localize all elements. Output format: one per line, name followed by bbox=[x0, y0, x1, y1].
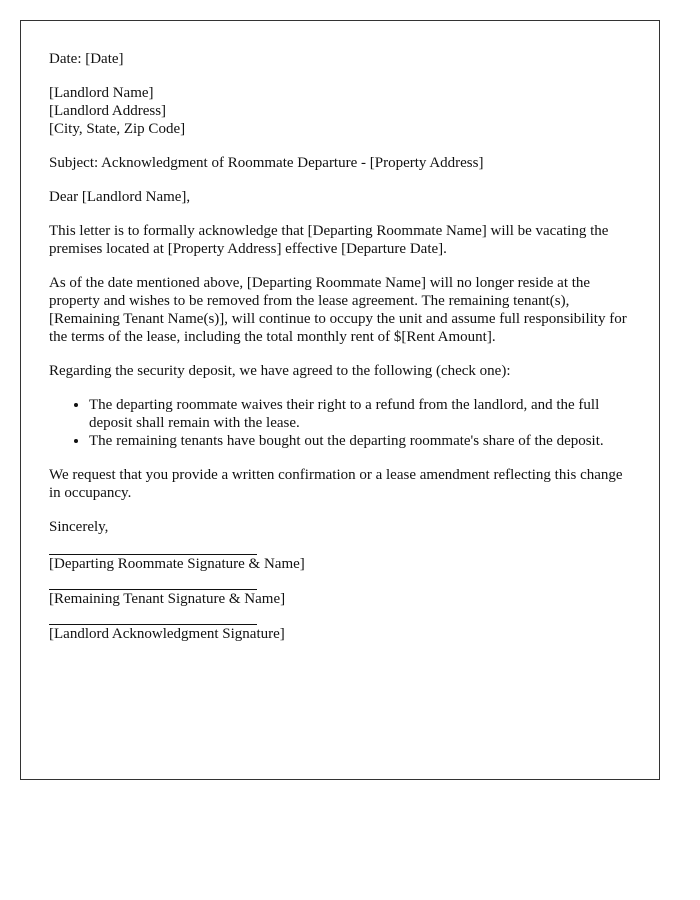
letter-document bbox=[20, 20, 660, 780]
recipient-address: [Landlord Address] bbox=[49, 103, 167, 119]
deposit-option-waive: • The departing roommate waives their right to a refund from the landlord, and the full deposit shall remain with the lease. bbox=[89, 396, 631, 432]
intro-paragraph: This letter is to formally acknowledge that [Departing Roommate Name] will be vacating the premises located at [Property Address] effective [Departure Date]. bbox=[49, 223, 609, 257]
date-line: Date: [Date] bbox=[49, 51, 124, 67]
signature-label-landlord: [Landlord Acknowledgment Signature] bbox=[49, 626, 285, 642]
recipient-address-block bbox=[49, 84, 631, 138]
closing-paragraph: We request that you provide a written confirmation or a lease amendment reflecting this change in occupancy. bbox=[49, 467, 623, 501]
recipient-city-state-zip: [City, State, Zip Code] bbox=[49, 121, 186, 137]
deposit-paragraph: Regarding the security deposit, we have agreed to the following (check one): bbox=[49, 363, 511, 379]
salutation: Dear [Landlord Name], bbox=[49, 189, 191, 205]
subject-line: Subject: Acknowledgment of Roommate Departure - [Property Address] bbox=[49, 155, 484, 171]
signature-label-departing: [Departing Roommate Signature & Name] bbox=[49, 556, 305, 572]
lease-paragraph: As of the date mentioned above, [Departing Roommate Name] will no longer reside at the property and wishes to be removed from the lease agreement. The remaining tenant(s), [Remaining Tenant Name(s)], will continue to occupy the unit and assume full responsibility for the terms of the lease, including the total monthly rent of $[Rent Amount]. bbox=[49, 275, 627, 345]
signature-label-remaining: [Remaining Tenant Signature & Name] bbox=[49, 591, 286, 607]
deposit-option-buyout: • The remaining tenants have bought out the departing roommate's share of the deposit. bbox=[89, 432, 631, 450]
closing: Sincerely, bbox=[49, 519, 109, 535]
signature-block bbox=[49, 554, 631, 643]
recipient-name: [Landlord Name] bbox=[49, 85, 154, 101]
deposit-options-list bbox=[49, 396, 631, 450]
